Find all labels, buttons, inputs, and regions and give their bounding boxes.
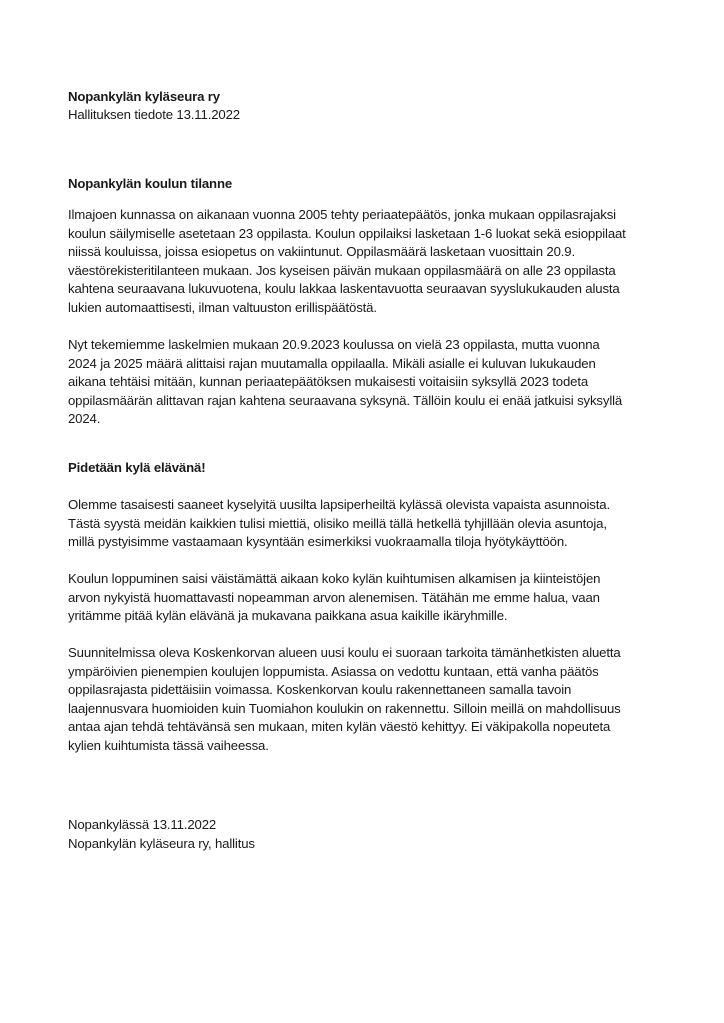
document-subtitle: Hallituksen tiedote 13.11.2022	[68, 107, 240, 122]
text-line: Nyt tekemiemme laskelmien mukaan 20.9.2023 koulussa on vielä 23 oppilasta, mutta vuonna	[68, 337, 600, 352]
text-line: yritämme pitää kylän elävänä ja mukavana paikkana asua kaikille ikäryhmille.	[68, 608, 508, 624]
text-line: arvon nykyistä huomattavasti nopeamman arvon alenemisen. Tätähän me emme halua, vaan	[68, 589, 600, 605]
text-line: Olemme tasaisesti saaneet kyselyitä uusilta lapsiperheiltä kylässä olevista vapaista asunnoista.	[68, 497, 610, 512]
text-line: oppilasmäärän alittavan rajan kahtena seuraavana syksynä. Tällöin koulu ei enää jatkuisi syksyllä	[68, 392, 623, 408]
text-line: Tästä syystä meidän kaikkien tulisi miettiä, olisiko meillä tällä hetkellä tyhjillään olevia asuntoja,	[68, 515, 607, 531]
text-line: Ilmajoen kunnassa on aikanaan vuonna 2005 tehty periaatepäätös, jonka mukaan oppilasrajaksi	[68, 207, 616, 222]
text-line: väestörekisteritilanteen mukaan. Jos kyseisen päivän mukaan oppilasmäärä on alle 23 oppilasta	[68, 262, 616, 278]
signature-signer: Nopankylän kyläseura ry, hallitus	[68, 835, 255, 851]
text-line: laajennusvara huomioiden kuin Tuomiahon koulukin on rakennettu. Silloin meillä on mahdollisuus	[68, 700, 621, 716]
text-line: antaa ajan tehdä tehtävänsä sen mukaan, miten kylän väestö kehittyy. Ei väkipakolla nopeuteta	[68, 719, 611, 735]
text-line: 2024 ja 2025 määrä alittaisi rajan muutamalla oppilaalla. Mikäli asialle ei kuluvan lukukauden	[68, 355, 596, 371]
text-line: Suunnitelmissa oleva Koskenkorvan alueen uusi koulu ei suoraan tarkoita tämänhetkisten aluetta	[68, 645, 621, 660]
text-line: kahtena seuraavana lukuvuotena, koulu lakkaa laskentavuotta seuraavan syyslukukauden alusta	[68, 281, 620, 297]
text-line: millä pystyisimme vastaamaan kysyntään esimerkiksi vuokraamalla tiloja hyötykäyttöön.	[68, 534, 568, 550]
text-line: niissä kouluissa, joissa esiopetus on vakiintunut. Oppilasmäärä lasketaan vuosittain 20.9.	[68, 244, 575, 260]
text-line: Koulun loppuminen saisi väistämättä aikaan koko kylän kuihtumisen alkamisen ja kiinteistöjen	[68, 571, 601, 586]
text-line: koulun säilymiselle asetetaan 23 oppilasta. Koulun oppilaiksi lasketaan 1-6 luokat sekä esioppilaat	[68, 225, 626, 241]
text-line: ympäröivien pienempien koulujen loppumista. Asiassa on vedottu kuntaan, että vanha päätös	[68, 663, 599, 679]
text-line: kylien kuihtumista tässä vaiheessa.	[68, 738, 269, 753]
signature-place-date: Nopankylässä 13.11.2022	[68, 817, 217, 832]
organization-name: Nopankylän kyläseura ry	[68, 89, 220, 104]
section-heading-school-status: Nopankylän koulun tilanne	[68, 176, 233, 191]
text-line: lukien automaattisesti, ilman valtuuston erillispäätöstä.	[68, 300, 377, 315]
text-line: oppilasrajasta pidettäisiin voimassa. Koskenkorvan koulu rakennettaneen samalla tavoin	[68, 682, 572, 698]
section-heading-keep-village-alive: Pidetään kylä elävänä!	[68, 460, 206, 475]
text-line: 2024.	[68, 411, 101, 427]
text-line: aikana tehtäisi mitään, kunnan periaatepäätöksen mukaisesti voitaisiin syksyllä 2023 todeta	[68, 374, 589, 390]
